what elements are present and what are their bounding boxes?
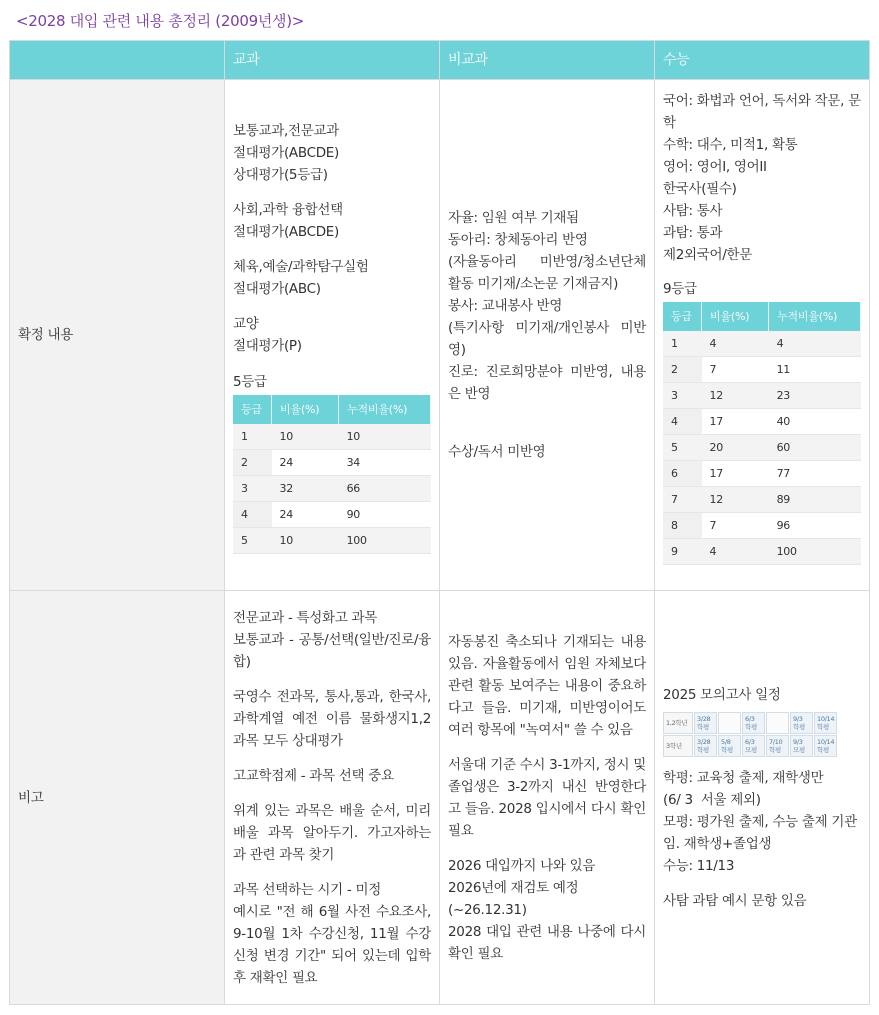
grade5-row <box>233 476 431 502</box>
grade9-cell: 17 <box>702 461 769 487</box>
grade5-col-grade: 등급 <box>233 395 272 424</box>
grade9-cell: 2 <box>663 357 702 383</box>
grade5-cell: 66 <box>339 476 431 502</box>
grade9-row <box>663 331 861 357</box>
schedule-title: 2025 모의고사 일정 <box>663 686 781 703</box>
grade5-col-cumulative: 누적비율(%) <box>339 395 431 424</box>
grade9-title: 9등급 <box>663 281 697 297</box>
grade9-col-ratio: 비율(%) <box>702 302 769 331</box>
notes-gyogwa-para-4: 위계 있는 과목은 배울 순서, 미리 배울 과목 알아두기. 가고자하는 과 관련 과목 찾기 <box>233 802 435 863</box>
grade9-row <box>663 513 861 539</box>
grade9-cell: 8 <box>663 513 702 539</box>
grade9-col-grade: 등급 <box>663 302 702 331</box>
schedule-cell: 9/3 학평 <box>790 712 813 734</box>
grade5-cell: 10 <box>339 424 431 450</box>
header-cell-empty <box>10 41 225 80</box>
notes-gyogwa-para-3: 고교학점제 - 과목 선택 중요 <box>233 767 394 784</box>
grade5-cell: 2 <box>233 450 272 476</box>
gyogwa-para-1: 보통교과,전문교과 절대평가(ABCDE) 상대평가(5등급) <box>233 123 340 183</box>
notes-gyogwa-para-2: 국영수 전과목, 통사,통과, 한국사, 과학계열 예전 이름 물화생지1,2 과목 모두 상대평가 <box>233 688 435 749</box>
grade9-cell: 96 <box>769 513 861 539</box>
notes-suneung-para-1: 학평: 교육청 출제, 재학생만 (6/ 3 서울 제외) 모평: 평가원 출제, 수능 출제 기관임. 재학생+졸업생 수능: 11/13 <box>663 769 857 874</box>
grade5-cell: 90 <box>339 502 431 528</box>
grade9-cell: 20 <box>702 435 769 461</box>
grade9-cell: 4 <box>702 539 769 565</box>
grade9-cell: 11 <box>769 357 861 383</box>
grade9-row <box>663 487 861 513</box>
header-cell-suneung: 수능 <box>655 41 870 80</box>
grade5-cell: 3 <box>233 476 272 502</box>
notes-bigyogwa-para-3: 2026 대입까지 나와 있음 2026년에 재검토 예정 (~26.12.31) 2028 대입 관련 내용 나중에 다시 확인 필요 <box>448 857 646 962</box>
notes-gyogwa-para-5: 과목 선택하는 시기 - 미정 예시로 "전 해 6월 사전 수요조사, 9-10월 1차 수강신청, 11월 수강 신청 변경 기간" 되어 있는데 입학 후 재확인 필요 <box>233 881 431 986</box>
schedule-cell: 7/10 학평 <box>766 735 789 757</box>
row-label-confirmed: 확정 내용 <box>10 80 225 591</box>
notes-suneung-para-2: 사탐 과탐 예시 문항 있음 <box>663 892 807 909</box>
grade9-cell: 12 <box>702 383 769 409</box>
notes-bigyogwa-para-2: 서울대 기준 수시 3-1까지, 정시 및 졸업생은 3-2까지 내신 반영한다고 들음. 2028 입시에서 다시 확인 필요 <box>448 756 650 839</box>
cell-confirmed-gyogwa <box>225 80 440 591</box>
grade9-cell: 5 <box>663 435 702 461</box>
mock-exam-schedule <box>663 712 859 757</box>
schedule-row-grade12 <box>663 712 859 734</box>
cell-notes-bigyogwa <box>440 591 655 1005</box>
schedule-cell <box>718 712 741 734</box>
gyogwa-para-3: 체육,예술/과학탐구실험 절대평가(ABC) <box>233 259 369 297</box>
row-confirmed <box>10 80 870 591</box>
grade9-cell: 4 <box>702 331 769 357</box>
page-title: <2028 대입 관련 내용 총정리 (2009년생)> <box>16 12 305 30</box>
grade9-cell: 1 <box>663 331 702 357</box>
grade9-cell: 7 <box>663 487 702 513</box>
schedule-cell: 3/28 학평 <box>694 735 717 757</box>
notes-bigyogwa-para-1: 자동봉진 축소되나 기재되는 내용 있음. 자율활동에서 임원 자체보다 관련 활동 보여주는 내용이 중요하다고 들음. 미기재, 미반영이어도 여러 항목에 "녹여서" 쓸 수 있음 <box>448 633 650 738</box>
grade5-cell: 100 <box>339 528 431 554</box>
grade5-cell: 5 <box>233 528 272 554</box>
summary-table <box>9 40 870 1005</box>
grade9-cell: 77 <box>769 461 861 487</box>
grade9-cell: 4 <box>769 331 861 357</box>
gyogwa-para-2: 사회,과학 융합선택 절대평가(ABCDE) <box>233 202 343 240</box>
cell-confirmed-bigyogwa <box>440 80 655 591</box>
grade9-cell: 9 <box>663 539 702 565</box>
schedule-cell: 6/3 모평 <box>742 735 765 757</box>
grade5-row <box>233 502 431 528</box>
grade5-row <box>233 528 431 554</box>
grade9-cell: 7 <box>702 513 769 539</box>
cell-notes-suneung <box>655 591 870 1005</box>
grade9-cell: 12 <box>702 487 769 513</box>
schedule-row-label: 3학년 <box>663 735 693 757</box>
cell-confirmed-suneung <box>655 80 870 591</box>
grade5-cell: 1 <box>233 424 272 450</box>
grade9-cell: 6 <box>663 461 702 487</box>
schedule-cell: 9/3 모평 <box>790 735 813 757</box>
grade9-row <box>663 383 861 409</box>
notes-gyogwa-para-1: 전문교과 - 특성화고 과목 보통교과 - 공통/선택(일반/진로/융합) <box>233 609 431 670</box>
schedule-cell: 5/8 학평 <box>718 735 741 757</box>
grade5-row <box>233 450 431 476</box>
header-row <box>10 41 870 80</box>
grade9-cell: 4 <box>663 409 702 435</box>
suneung-subjects: 국어: 화법과 언어, 독서와 작문, 문학 수학: 대수, 미적1, 확통 영어: 영어I, 영어II 한국사(필수) 사탐: 통사 과탐: 통과 제2외국어/한문 <box>663 93 861 263</box>
schedule-row-label: 1,2학년 <box>663 712 693 734</box>
grade9-row <box>663 461 861 487</box>
grade5-col-ratio: 비율(%) <box>272 395 339 424</box>
schedule-cell: 6/3 학평 <box>742 712 765 734</box>
cell-notes-gyogwa <box>225 591 440 1005</box>
grade5-cell: 4 <box>233 502 272 528</box>
bigyogwa-para-1: 자율: 임원 여부 기재됨 동아리: 창체동아리 반영 (자율동아리 미반영/청소년단체 활동 미기재/소논문 기재금지) 봉사: 교내봉사 반영 (특기사항 미기재/개인봉사 미반영) 진로: 진로희망분야 미반영, 내용은 반영 <box>448 210 646 402</box>
grade9-row <box>663 409 861 435</box>
header-cell-bigyogwa: 비교과 <box>440 41 655 80</box>
grade5-cell: 10 <box>272 424 339 450</box>
schedule-cell: 3/28 학평 <box>694 712 717 734</box>
schedule-cell <box>766 712 789 734</box>
grade5-cell: 10 <box>272 528 339 554</box>
grade9-cell: 23 <box>769 383 861 409</box>
schedule-cell: 10/14 학평 <box>814 735 837 757</box>
grade9-table <box>663 302 861 565</box>
schedule-cell: 10/14 학평 <box>814 712 837 734</box>
grade5-cell: 24 <box>272 502 339 528</box>
grade5-cell: 24 <box>272 450 339 476</box>
grade9-cell: 60 <box>769 435 861 461</box>
grade9-cell: 100 <box>769 539 861 565</box>
grade5-row <box>233 424 431 450</box>
row-label-notes: 비고 <box>10 591 225 1005</box>
grade5-cell: 34 <box>339 450 431 476</box>
bigyogwa-para-2: 수상/독서 미반영 <box>448 444 546 460</box>
grade9-row <box>663 435 861 461</box>
grade9-cell: 7 <box>702 357 769 383</box>
grade9-cell: 3 <box>663 383 702 409</box>
grade9-cell: 89 <box>769 487 861 513</box>
grade9-row <box>663 357 861 383</box>
gyogwa-para-4: 교양 절대평가(P) <box>233 316 302 354</box>
grade9-cell: 17 <box>702 409 769 435</box>
grade5-title: 5등급 <box>233 374 267 390</box>
row-notes <box>10 591 870 1005</box>
grade5-table <box>233 395 431 554</box>
grade5-cell: 32 <box>272 476 339 502</box>
header-cell-gyogwa: 교과 <box>225 41 440 80</box>
grade9-row <box>663 539 861 565</box>
schedule-row-grade3 <box>663 735 859 757</box>
grade9-col-cumulative: 누적비율(%) <box>769 302 861 331</box>
grade9-cell: 40 <box>769 409 861 435</box>
